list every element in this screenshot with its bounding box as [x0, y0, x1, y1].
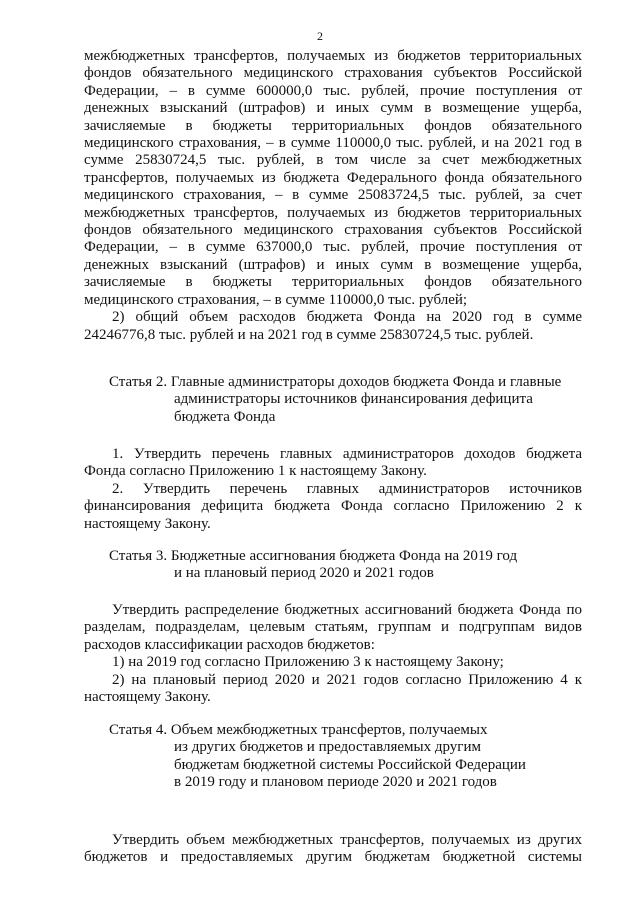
- article-3-heading-line-1: Статья 3. Бюджетные ассигнования бюджета Фонда на 2019 год: [109, 548, 518, 564]
- article-4-body: [84, 832, 582, 867]
- article-4-heading-line-4: в 2019 году и плановом периоде 2020 и 2021 годов: [174, 774, 497, 791]
- article-3-body: [84, 602, 582, 706]
- article-4-intro: Утвердить объем межбюджетных трансфертов, получаемых из других бюджетов и предоставляемых другим бюджетам бюджетной системы: [84, 832, 582, 866]
- article-4-heading-line-1: Статья 4. Объем межбюджетных трансфертов, получаемых: [109, 722, 488, 738]
- paragraph-expenses: 2) общий объем расходов бюджета Фонда на 2020 год в сумме 24246776,8 тыс. рублей и на 2021 год в сумме 25830724,5 тыс. рублей.: [84, 309, 582, 343]
- article-3-item-1: 1) на 2019 год согласно Приложению 3 к настоящему Закону;: [112, 654, 504, 671]
- article-3-item-2: 2) на плановый период 2020 и 2021 годов согласно Приложению 4 к настоящему Закону.: [84, 671, 582, 706]
- article-2-item-1: 1. Утвердить перечень главных администраторов доходов бюджета Фонда согласно Приложению 1 к настоящему Закону.: [84, 446, 582, 480]
- article-2-heading-line-3: бюджета Фонда: [174, 408, 276, 425]
- article-3-heading: [109, 548, 579, 583]
- article-2-heading-line-2: администраторы источников финансирования дефицита: [174, 391, 533, 408]
- article-4-heading-line-3: бюджетам бюджетной системы Российской Федерации: [174, 756, 526, 773]
- article-4-heading: [109, 722, 579, 792]
- article-2-body: [84, 446, 582, 533]
- article-2-item-2: 2. Утвердить перечень главных администраторов источников финансирования дефицита бюджета Фонда согласно Приложению 2 к настоящему Закону.: [84, 480, 582, 532]
- article-4-heading-line-2: из других бюджетов и предоставляемых другим: [174, 739, 481, 756]
- continuation-text: [84, 48, 582, 344]
- article-2-heading: [109, 374, 579, 426]
- article-3-heading-line-2: и на плановый период 2020 и 2021 годов: [174, 565, 434, 582]
- article-3-intro: Утвердить распределение бюджетных ассигнований бюджета Фонда по разделам, подразделам, целевым статьям, группам и подгруппам видов расходов классификации расходов бюджетов:: [84, 602, 582, 653]
- page-number: 2: [317, 29, 323, 43]
- article-2-heading-line-1: Статья 2. Главные администраторы доходов бюджета Фонда и главные: [109, 374, 562, 390]
- paragraph-revenue-2021: межбюджетных трансфертов, получаемых из бюджетов территориальных фондов обязательного медицинского страхования субъектов Российской Федерации, – в сумме 600000,0 тыс. рублей, прочие поступления от денежных взысканий (штрафов) и иных сумм в возмещение ущерба, зачисляемые в бюджеты территориальных фондов обязательного медицинского страхования, – в сумме 110000,0 тыс. рублей, и на 2021 год в сумме 25830724,5 тыс. рублей, в том числе за счет межбюджетных трансфертов, получаемых из бюджета Федерального фонда обязательного медицинского страхования, – в сумме 25083724,5 тыс. рублей, за счет межбюджетных трансфертов, получаемых из бюджетов территориальных фондов обязательного медицинского страхования субъектов Российской Федерации, – в сумме 637000,0 тыс. рублей, прочие поступления от денежных взысканий (штрафов) и иных сумм в возмещение ущерба, зачисляемые в бюджеты территориальных фондов обязательного медицинского страхования, – в сумме 110000,0 тыс. рублей;: [84, 48, 582, 308]
